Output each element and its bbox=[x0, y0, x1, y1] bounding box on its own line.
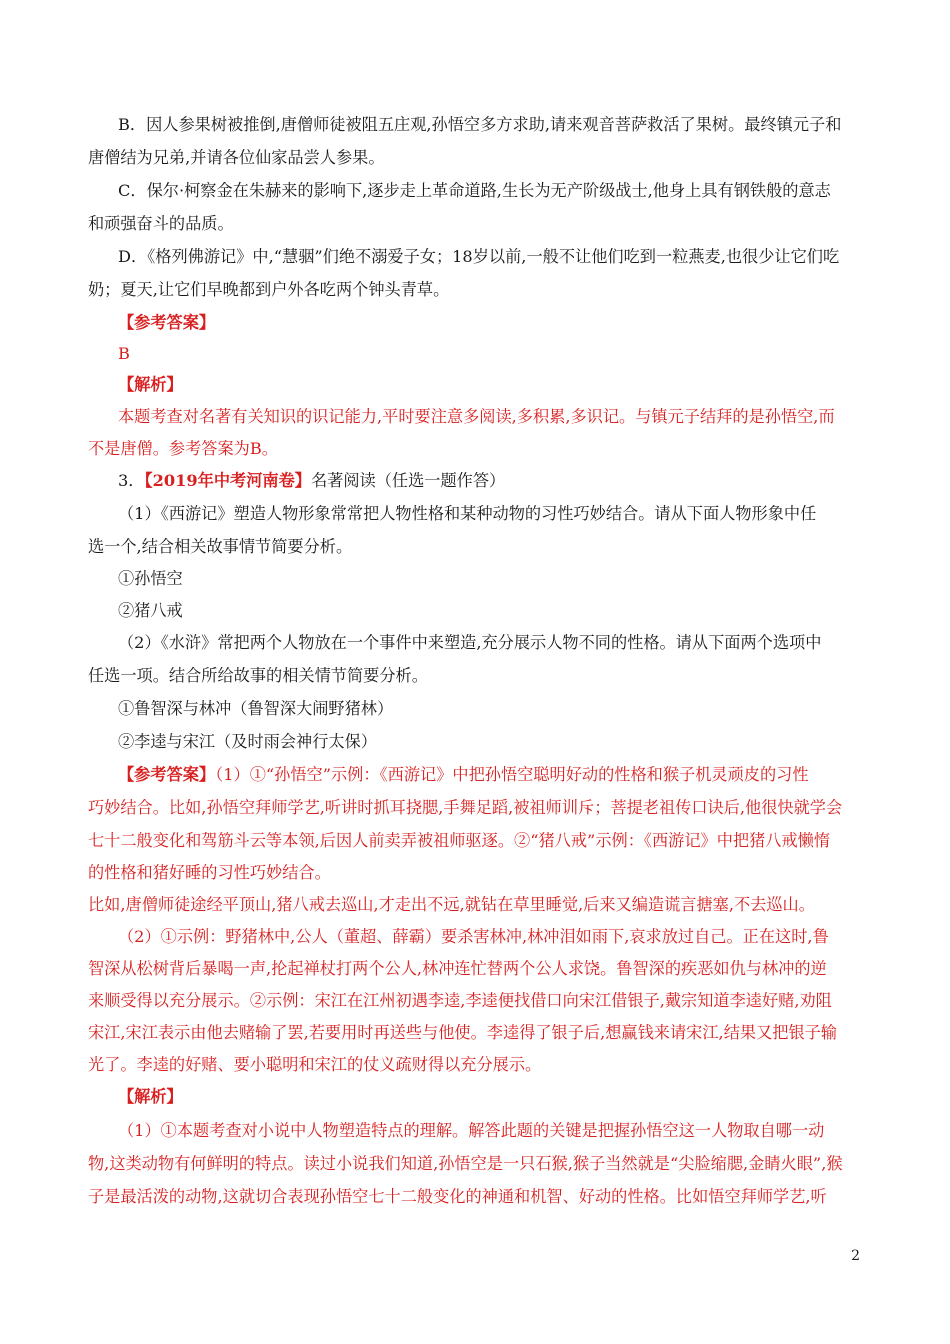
q3-answer-line1 bbox=[118, 764, 809, 786]
page-number: 2 bbox=[851, 1248, 860, 1264]
q3-part1-line2 bbox=[88, 536, 352, 558]
analysis-heading bbox=[118, 374, 183, 396]
q3-answer-line2 bbox=[88, 797, 842, 819]
q3-answer-line3 bbox=[88, 830, 830, 852]
q3-part1-option1 bbox=[118, 568, 183, 590]
text: 【参考答案】 bbox=[118, 313, 216, 332]
text: 本题考查对名著有关知识的识记能力,平时要注意多阅读,多积累,多识记。与镇元子结拜的是孙悟空,而 bbox=[118, 407, 835, 426]
option-b-line2 bbox=[88, 147, 385, 169]
text: B bbox=[118, 344, 130, 363]
text: 和顽强奋斗的品质。 bbox=[88, 214, 234, 233]
question-title: 名著阅读（任选一题作答） bbox=[310, 471, 506, 490]
text: 不是唐僧。参考答案为B。 bbox=[88, 439, 278, 458]
question-number: 3． bbox=[118, 471, 145, 490]
q3-answer-line5 bbox=[88, 894, 815, 916]
text: 智深从松树背后暴喝一声,抡起禅杖打两个公人,林冲连忙替两个公人求饶。鲁智深的疾恶如仇与林冲的逆 bbox=[88, 959, 827, 978]
analysis-heading bbox=[118, 1086, 183, 1108]
text: 来顺受得以充分展示。②示例：宋江在江州初遇李逵,李逵便找借口向宋江借银子,戴宗知道李逵好赌,劝阻 bbox=[88, 991, 832, 1010]
q3-answer-line4 bbox=[88, 862, 331, 884]
text: ②李逵与宋江（及时雨会神行太保） bbox=[118, 732, 377, 751]
option-d-line1 bbox=[118, 246, 839, 268]
q3-part2-line2 bbox=[88, 665, 428, 687]
text: （1）《西游记》塑造人物形象常常把人物性格和某种动物的习性巧妙结合。请从下面人物形象中任 bbox=[118, 504, 817, 523]
q3-part1-line1 bbox=[118, 503, 816, 525]
option-b-line1 bbox=[118, 114, 841, 136]
analysis-line2 bbox=[88, 438, 278, 460]
text: 唐僧结为兄弟,并请各位仙家品尝人参果。 bbox=[88, 148, 385, 167]
option-c-line2 bbox=[88, 213, 234, 235]
reference-answer-heading: 【参考答案】 bbox=[118, 765, 216, 784]
text: ①孙悟空 bbox=[118, 569, 183, 588]
text: 七十二般变化和驾筋斗云等本领,后因人前卖弄被祖师驱逐。②“猪八戒”示例：《西游记》中把猪八戒懒惰 bbox=[88, 831, 831, 850]
text: ①鲁智深与林冲（鲁智深大闹野猪林） bbox=[118, 699, 394, 718]
question-3-title bbox=[118, 470, 505, 492]
q3-answer2-line3 bbox=[88, 990, 832, 1012]
text: D．《格列佛游记》中,“慧骃”们绝不溺爱子女；18岁以前,一般不让他们吃到一粒燕麦,也很少让它们吃 bbox=[118, 247, 840, 266]
text: 【解析】 bbox=[118, 375, 183, 394]
text: 宋江,宋江表示由他去赌输了罢,若要用时再送些与他使。李逵得了银子后,想赢钱来请宋江,结果又把银子输 bbox=[88, 1023, 838, 1042]
q3-answer2-line2 bbox=[88, 958, 827, 980]
q3-answer2-line5 bbox=[88, 1054, 541, 1076]
question-source: 【2019年中考河南卷】 bbox=[144, 471, 311, 490]
q3-part2-option1 bbox=[118, 698, 393, 720]
q3-analysis-line1 bbox=[118, 1120, 824, 1142]
option-d-line2 bbox=[88, 279, 449, 301]
text: （2）《水浒》常把两个人物放在一个事件中来塑造,充分展示人物不同的性格。请从下面两个选项中 bbox=[118, 633, 822, 652]
q3-analysis-line2 bbox=[88, 1153, 843, 1175]
text: 比如,唐僧师徒途经平顶山,猪八戒去巡山,才走出不远,就钻在草里睡觉,后来又编造谎言搪塞,不去巡山。 bbox=[88, 895, 815, 914]
text: 【解析】 bbox=[118, 1087, 183, 1106]
q3-answer2-line4 bbox=[88, 1022, 837, 1044]
q3-analysis-line3 bbox=[88, 1186, 827, 1208]
analysis-line1 bbox=[118, 406, 835, 428]
answer-value bbox=[118, 343, 130, 365]
text: 光了。李逵的好赌、要小聪明和宋江的仗义疏财得以充分展示。 bbox=[88, 1055, 542, 1074]
text: 的性格和猪好睡的习性巧妙结合。 bbox=[88, 863, 331, 882]
reference-answer-heading bbox=[118, 312, 215, 334]
text: 巧妙结合。比如,孙悟空拜师学艺,听讲时抓耳挠腮,手舞足蹈,被祖师训斥；菩提老祖传口诀后,他很快就学会 bbox=[88, 798, 843, 817]
q3-part2-line1 bbox=[118, 632, 821, 654]
text: （1）①本题考查对小说中人物塑造特点的理解。解答此题的关键是把握孙悟空这一人物取自哪一动 bbox=[118, 1121, 825, 1140]
text: 奶；夏天,让它们早晚都到户外各吃两个钟头青草。 bbox=[88, 280, 450, 299]
text: （2）①示例：野猪林中,公人（董超、薛霸）要杀害林冲,林冲泪如雨下,哀求放过自己。正在这时,鲁 bbox=[118, 927, 829, 946]
text: （1）①“孙悟空”示例：《西游记》中把孙悟空聪明好动的性格和猴子机灵顽皮的习性 bbox=[215, 765, 809, 784]
q3-answer2-line1 bbox=[118, 926, 829, 948]
text: ②猪八戒 bbox=[118, 601, 183, 620]
text: 任选一项。结合所给故事的相关情节简要分析。 bbox=[88, 666, 428, 685]
text: 子是最活泼的动物,这就切合表现孙悟空七十二般变化的神通和机智、好动的性格。比如悟空拜师学艺,听 bbox=[88, 1187, 827, 1206]
text: C．保尔·柯察金在朱赫来的影响下,逐步走上革命道路,生长为无产阶级战士,他身上具有钢铁般的意志 bbox=[118, 181, 831, 200]
text: B．因人参果树被推倒,唐僧师徒被阻五庄观,孙悟空多方求助,请来观音菩萨救活了果树。最终镇元子和 bbox=[118, 115, 842, 134]
q3-part2-option2 bbox=[118, 731, 377, 753]
q3-part1-option2 bbox=[118, 600, 183, 622]
text: 选一个,结合相关故事情节简要分析。 bbox=[88, 537, 353, 556]
text: 物,这类动物有何鲜明的特点。读过小说我们知道,孙悟空是一只石猴,猴子当然就是“尖脸缩腮,金睛火眼”,猴 bbox=[88, 1154, 843, 1173]
option-c-line1 bbox=[118, 180, 831, 202]
